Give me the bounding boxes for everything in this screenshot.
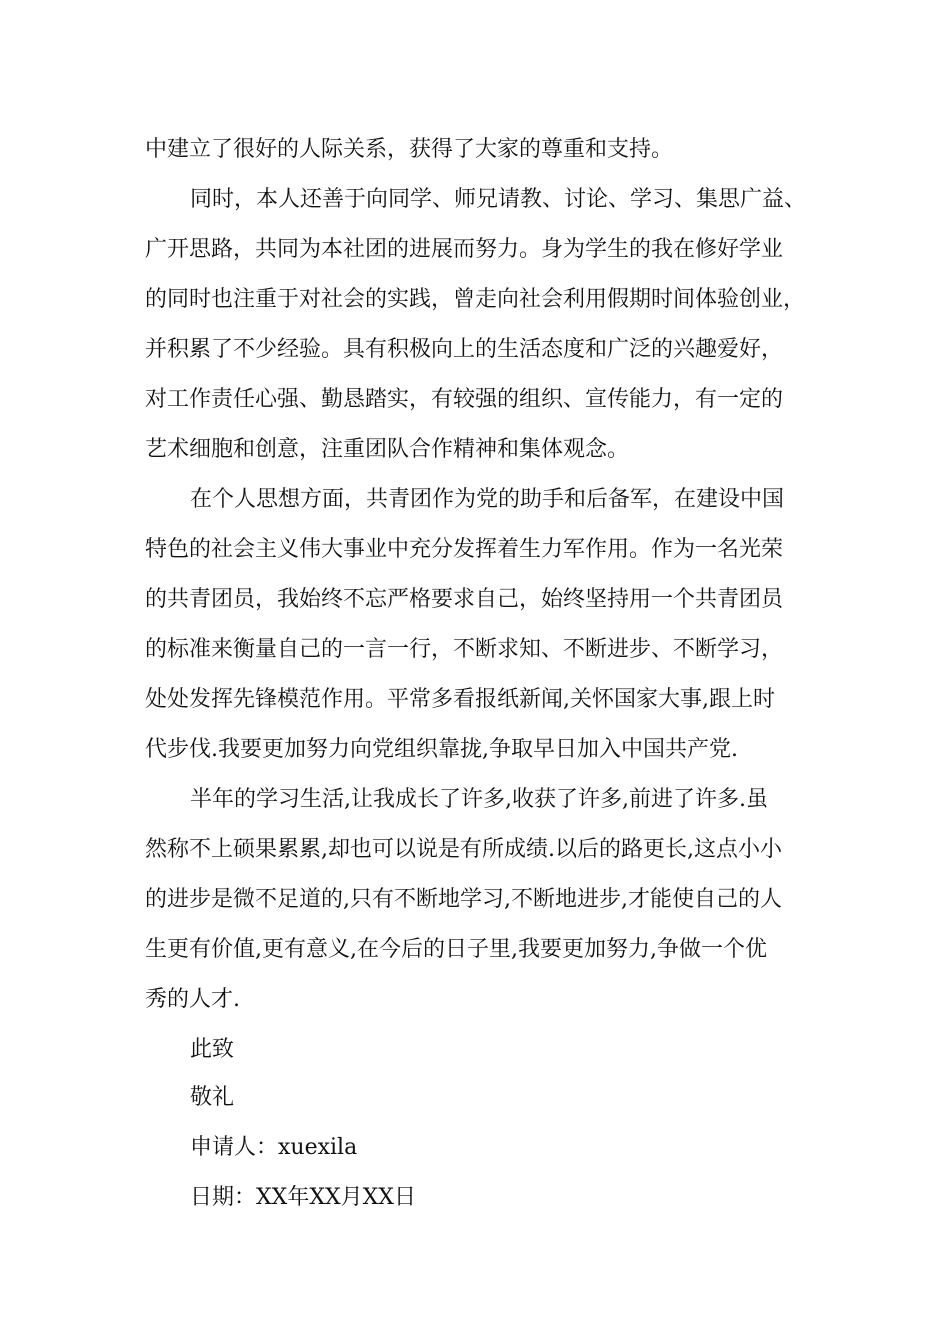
text-line: 对工作责任心强、勤恳踏实，有较强的组织、宣传能力，有一定的 xyxy=(145,387,784,412)
text-line: 的标准来衡量自己的一言一行，不断求知、不断进步、不断学习， xyxy=(145,637,784,662)
text-line: 半年的学习生活,让我成长了许多,收获了许多,前进了许多.虽 xyxy=(190,787,768,812)
salutation-text: 敬礼 xyxy=(190,1085,235,1110)
text-line: 代步伐.我要更加努力向党组织靠拢,争取早日加入中国共产党. xyxy=(145,737,738,762)
date-line: 日期：XX年XX月XX日 xyxy=(190,1185,416,1210)
text-line: 广开思路，共同为本社团的进展而努力。身为学生的我在修好学业 xyxy=(145,237,784,262)
applicant-signature: 申请人：xuexila xyxy=(190,1135,358,1160)
text-line: 同时，本人还善于向同学、师兄请教、讨论、学习、集思广益、 xyxy=(190,187,807,212)
text-line: 然称不上硕果累累,却也可以说是有所成绩.以后的路更长,这点小小 xyxy=(145,837,782,862)
text-line: 特色的社会主义伟大事业中充分发挥着生力军作用。作为一名光荣 xyxy=(145,537,784,562)
closing-text: 此致 xyxy=(190,1037,235,1062)
text-line: 的同时也注重于对社会的实践，曾走向社会利用假期时间体验创业， xyxy=(145,287,806,312)
text-line: 秀的人才. xyxy=(145,987,240,1012)
text-line: 处处发挥先锋模范作用。平常多看报纸新闻,关怀国家大事,跟上时 xyxy=(145,687,775,712)
text-line: 并积累了不少经验。具有积极向上的生活态度和广泛的兴趣爱好， xyxy=(145,337,784,362)
text-line: 的共青团员，我始终不忘严格要求自己，始终坚持用一个共青团员 xyxy=(145,587,784,612)
text-line: 艺术细胞和创意，注重团队合作精神和集体观念。 xyxy=(145,437,630,462)
text-line: 在个人思想方面，共青团作为党的助手和后备军，在建设中国 xyxy=(190,487,785,512)
text-line: 生更有价值,更有意义,在今后的日子里,我要更加努力,争做一个优 xyxy=(145,937,767,962)
text-line: 中建立了很好的人际关系，获得了大家的尊重和支持。 xyxy=(145,137,674,162)
text-line: 的进步是微不足道的,只有不断地学习,不断地进步,才能使自己的人 xyxy=(145,887,782,912)
